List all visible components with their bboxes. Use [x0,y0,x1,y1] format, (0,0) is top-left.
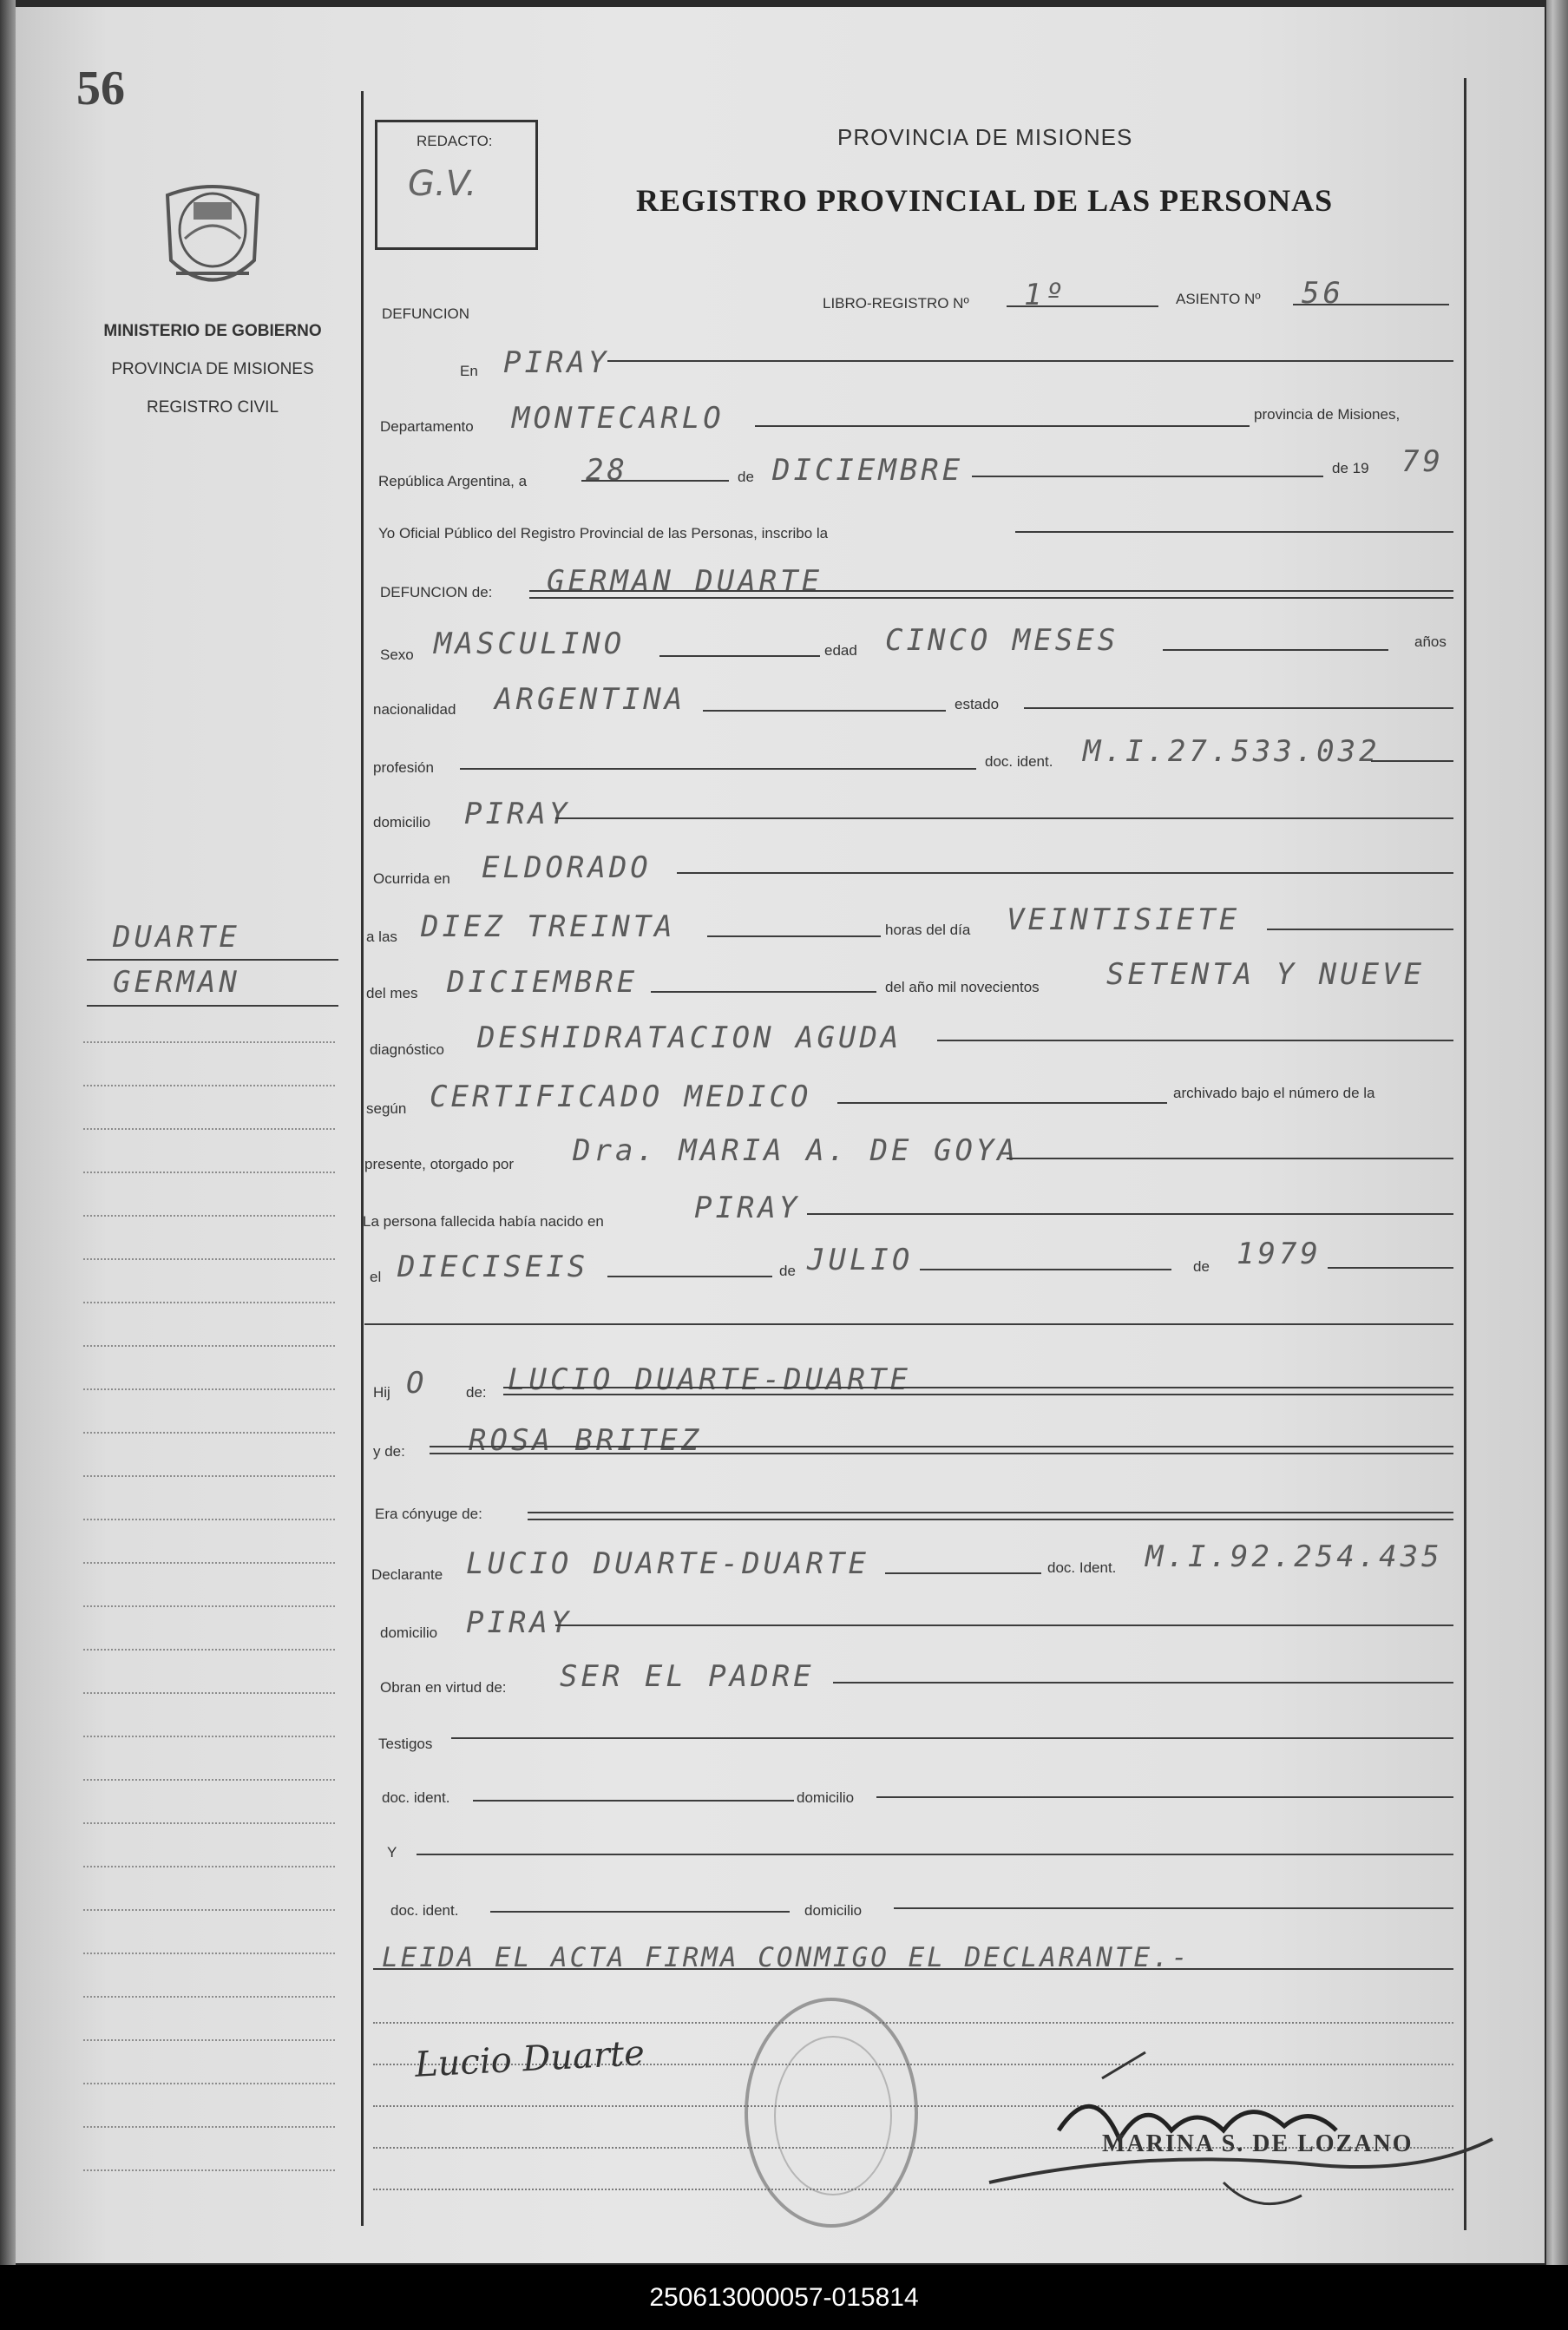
dia-hecho-value: VEINTISIETE [1007,902,1241,937]
domicilio3-label: domicilio [804,1902,863,1919]
margin-dotted-line [83,1909,335,1911]
line [529,590,1453,592]
oficial-label: Yo Oficial Público del Registro Provincial de las Personas, inscribo la [378,525,829,541]
diagnostico-value: DESHIDRATACION AGUDA [477,1021,902,1055]
horas-dia-label: horas del día [885,922,971,938]
declarante-label: Declarante [371,1566,443,1583]
hij-suffix: O [406,1366,428,1401]
line [807,1213,1453,1215]
signature-name: MARINA S. DE LOZANO [1102,2130,1414,2157]
line [876,1796,1453,1798]
declarante-signature: Lucio Duarte [413,2033,646,2085]
asiento-label: ASIENTO Nº [1176,291,1261,307]
line [490,1911,790,1913]
line [607,1276,772,1277]
margin-dotted-line [83,1649,335,1651]
domicilio-declarante-label: domicilio [380,1624,438,1641]
ministry-province: PROVINCIA DE MISIONES [111,360,314,378]
y-label: Y [387,1844,397,1861]
margin-dotted-line [83,1605,335,1607]
republica-label: República Argentina, a [378,473,528,489]
margin-dotted-line [83,1562,335,1564]
official-stamp [745,1998,918,2228]
line [659,655,820,657]
y-de-label: y de: [373,1443,405,1460]
estado-label: estado [955,696,1000,712]
de-label: de [1193,1258,1210,1275]
page-number: 56 [76,62,125,115]
conyuge-label: Era cónyuge de: [375,1506,482,1522]
defuncion-label: DEFUNCION [382,305,470,322]
line [1267,929,1453,930]
line [972,476,1323,477]
line [1024,707,1453,709]
nac-mes-value: JULIO [807,1243,914,1277]
margin-dotted-line [83,1258,335,1260]
book-left-edge [0,0,16,2265]
line [837,1102,1167,1104]
nacionalidad-value: ARGENTINA [495,682,686,717]
presente-label: presente, otorgado por [364,1156,515,1172]
ministry-name: MINISTERIO DE GOBIERNO [103,322,322,340]
nacido-value: PIRAY [694,1191,801,1225]
line [581,480,729,482]
del-ano-label: del año mil novecientos [885,979,1040,995]
nota-final: LEIDA EL ACTA FIRMA CONMIGO EL DECLARANTE.- [382,1942,1191,1973]
provincia-label: provincia de Misiones, [1254,406,1401,423]
line [1328,1267,1453,1269]
doc-ident4-label: doc. ident. [390,1902,459,1919]
line [607,360,1453,362]
fallecido-nombre: GERMAN DUARTE [547,564,823,599]
body-dotted-line [373,2022,1453,2024]
margin-dotted-line [83,1172,335,1173]
declarante-value: LUCIO DUARTE-DUARTE [466,1546,869,1581]
line [1371,760,1453,762]
right-border [1464,78,1466,2230]
margin-firstname: GERMAN [113,965,240,1000]
margin-dotted-line [83,1953,335,1954]
line [937,1040,1453,1041]
line [920,1269,1171,1270]
declarante-doc-value: M.I.92.254.435 [1145,1539,1443,1574]
ministry-registry: REGISTRO CIVIL [146,398,279,417]
margin-dotted-line [83,2126,335,2128]
line [755,425,1250,427]
margin-dotted-line [83,1085,335,1086]
line [417,1854,1453,1855]
sexo-label: Sexo [380,646,414,663]
line [555,1624,1453,1626]
archivado-label: archivado bajo el número de la [1173,1085,1375,1101]
ano-value: 79 [1401,444,1444,479]
obran-value: SER EL PADRE [560,1659,815,1694]
madre-value: ROSA BRITEZ [469,1423,703,1458]
line [885,1572,1041,1574]
ocurrida-value: ELDORADO [482,850,652,885]
redacto-label: REDACTO: [417,133,493,149]
line [703,710,946,712]
margin-dotted-line [83,1432,335,1434]
margin-rule [87,1005,338,1007]
segun-label: según [366,1100,407,1117]
line [528,1519,1453,1520]
line [1293,304,1449,305]
ministry-block [78,312,347,427]
libro-value: 1º [1024,278,1066,312]
del-mes-label: del mes [366,985,418,1001]
margin-dotted-line [83,1475,335,1477]
de-label: de [738,469,754,485]
domicilio-label: domicilio [373,814,431,830]
dia-value: 28 [586,453,628,488]
line [503,1394,1453,1395]
sexo-value: MASCULINO [434,627,626,661]
margin-dotted-line [83,1388,335,1390]
margin-dotted-line [83,1996,335,1998]
edad-value: CINCO MESES [885,623,1119,658]
margin-dotted-line [83,1519,335,1520]
padre-value: LUCIO DUARTE-DUARTE [508,1362,911,1397]
line [503,1387,1453,1388]
departamento-value: MONTECARLO [512,401,725,436]
doc-ident3-label: doc. ident. [382,1789,450,1806]
defuncion-de-label: DEFUNCION de: [380,584,493,601]
line [894,1907,1453,1909]
departamento-label: Departamento [380,418,474,435]
domicilio-value: PIRAY [464,797,571,831]
nac-ano-value: 1979 [1237,1237,1322,1271]
doc-ident2-label: doc. Ident. [1047,1559,1117,1576]
margin-dotted-line [83,1041,335,1043]
margin-dotted-line [83,1779,335,1781]
redacto-box [375,120,538,250]
domicilio2-label: domicilio [797,1789,855,1806]
margin-dotted-line [83,1692,335,1694]
margin-dotted-line [83,2083,335,2084]
line [373,1968,1453,1970]
margin-dotted-line [83,1302,335,1303]
line [529,597,1453,599]
el-label: el [370,1269,382,1285]
doc-ident-label: doc. ident. [985,753,1053,770]
line [364,1323,1453,1325]
margin-dotted-line [83,1822,335,1824]
nac-dia-value: DIECISEIS [397,1250,589,1284]
segun-value: CERTIFICADO MEDICO [430,1080,812,1114]
provincial-seal-icon [159,178,266,299]
margin-dotted-line [83,1866,335,1867]
line [460,768,976,770]
margin-dotted-line [83,2039,335,2041]
line [555,817,1453,819]
margin-dotted-line [83,1345,335,1347]
de-label: de [779,1263,796,1279]
declarante-domicilio: PIRAY [466,1605,573,1640]
margin-dotted-line [83,1736,335,1737]
line [528,1512,1453,1513]
doc-ident-value: M.I.27.533.032 [1083,734,1381,769]
en-label: En [460,363,478,379]
mes-value: DICIEMBRE [772,453,964,488]
document-id: 250613000057-015814 [0,2265,1568,2330]
otorgado-value: Dra. MARIA A. DE GOYA [573,1133,1019,1168]
obran-label: Obran en virtud de: [380,1679,507,1696]
a-las-label: a las [366,929,397,945]
mes-hecho-value: DICIEMBRE [447,965,639,1000]
line [1015,531,1453,533]
margin-surname: DUARTE [113,920,240,955]
line [707,935,881,937]
margin-divider [361,91,364,2226]
hora-value: DIEZ TREINTA [421,909,676,944]
nacionalidad-label: nacionalidad [373,701,456,718]
edad-label: edad [824,642,857,659]
redacto-initials: G.V. [408,164,477,204]
line [651,991,876,993]
line [1007,1158,1453,1159]
hij-label: Hij [373,1384,390,1401]
margin-dotted-line [83,1215,335,1217]
margin-dotted-line [83,1128,335,1130]
book-spine [1546,0,1568,2265]
official-stamp-inner [774,2036,892,2195]
lugar-value: PIRAY [503,345,610,380]
margin-rule [87,959,338,961]
de19-label: de 19 [1332,460,1369,476]
anos-label: años [1414,633,1447,650]
testigos-label: Testigos [378,1736,433,1752]
nacido-label: La persona fallecida había nacido en [363,1213,604,1230]
line [473,1800,794,1802]
margin-dotted-line [83,2169,335,2171]
de-colon-label: de: [466,1384,487,1401]
ocurrida-label: Ocurrida en [373,870,450,887]
registry-title: REGISTRO PROVINCIAL DE LAS PERSONAS [636,183,1334,218]
diagnostico-label: diagnóstico [370,1041,445,1058]
line [1007,305,1158,307]
libro-label: LIBRO-REGISTRO Nº [823,295,969,312]
line [677,872,1453,874]
profesion-label: profesión [373,759,434,776]
province-title: PROVINCIA DE MISIONES [837,124,1133,150]
line [430,1453,1453,1454]
asiento-value: 56 [1302,276,1344,311]
ano-hecho-value: SETENTA Y NUEVE [1106,957,1426,992]
line [430,1446,1453,1447]
line [833,1682,1453,1684]
line [1163,649,1388,651]
line [451,1737,1453,1739]
